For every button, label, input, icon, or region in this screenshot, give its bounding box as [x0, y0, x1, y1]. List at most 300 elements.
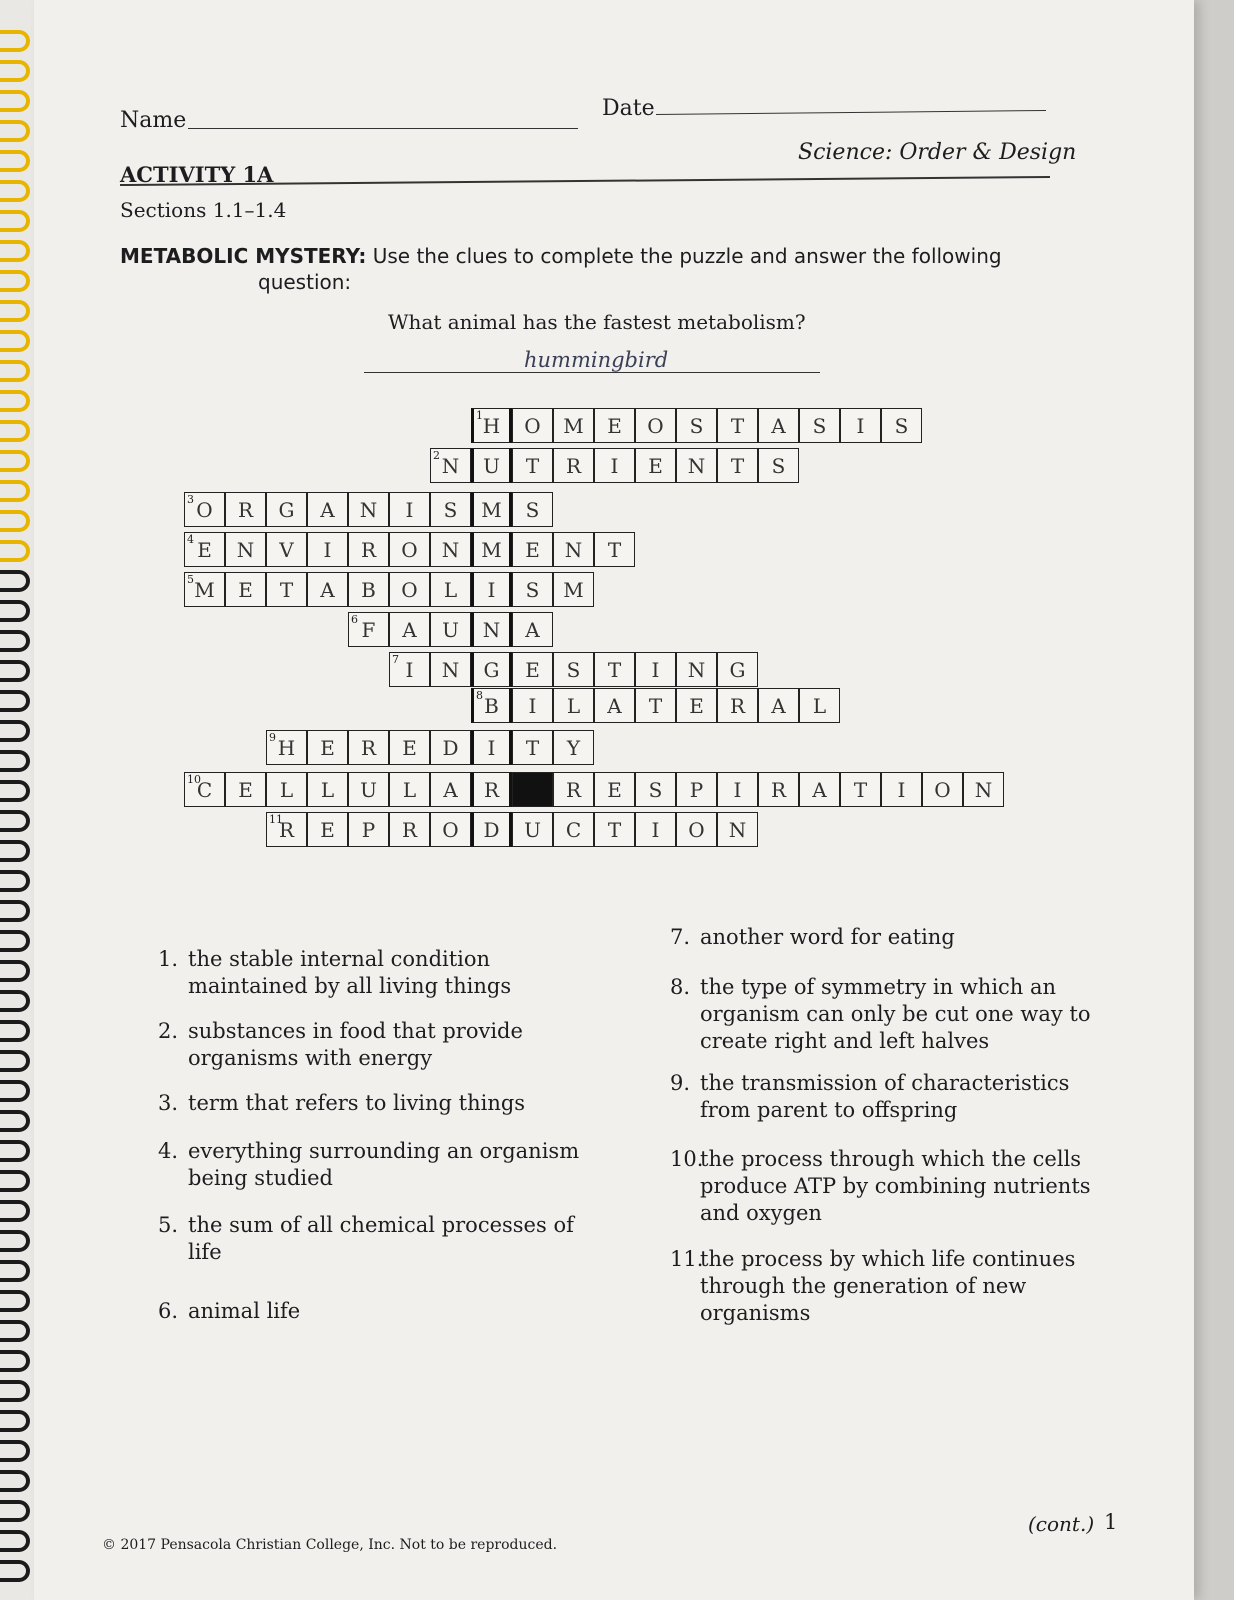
crossword-cell[interactable] [184, 772, 225, 807]
clue-number: 3 [187, 493, 194, 506]
cell-letter: E [607, 413, 622, 438]
cell-letter: T [525, 453, 540, 478]
crossword-cell[interactable] [512, 812, 553, 847]
binding-coil [0, 780, 30, 802]
cell-letter: E [320, 817, 335, 842]
cell-letter: A [607, 693, 622, 718]
cell-letter: N [482, 617, 501, 642]
crossword-cell[interactable] [430, 652, 471, 687]
cell-letter: T [607, 657, 622, 682]
crossword-cell[interactable] [389, 612, 430, 647]
crossword-cell[interactable] [225, 772, 266, 807]
crossword-cell[interactable] [635, 772, 676, 807]
clue-number: 8 [476, 689, 483, 702]
cell-letter: I [323, 537, 332, 562]
binding-coil [0, 990, 30, 1012]
cont-label: (cont.) [1028, 1512, 1095, 1536]
cell-letter: D [483, 817, 500, 842]
binding-coil [0, 600, 30, 622]
binding-coil [0, 1260, 30, 1282]
cell-letter: U [524, 817, 541, 842]
cell-letter: R [360, 537, 377, 562]
binding-coil [0, 720, 30, 742]
binding-coil [0, 1350, 30, 1372]
crossword-cell[interactable] [717, 652, 758, 687]
crossword-cell[interactable] [717, 812, 758, 847]
crossword-cell[interactable] [389, 772, 430, 807]
binding-coil [0, 1050, 30, 1072]
binding-coil [0, 630, 30, 652]
binding-coil [0, 120, 30, 142]
cell-letter: A [771, 693, 786, 718]
crossword-cell[interactable] [184, 532, 225, 567]
binding-coil [0, 300, 30, 322]
binding-coil [0, 1110, 30, 1132]
cell-letter: U [360, 777, 377, 802]
crossword-cell[interactable] [553, 532, 594, 567]
cell-letter: T [730, 413, 745, 438]
crossword-cell[interactable] [184, 492, 225, 527]
crossword-cell[interactable] [430, 492, 471, 527]
crossword-cell[interactable] [553, 688, 594, 723]
clue-item-number: 1. [158, 947, 179, 971]
crossword-cell[interactable] [512, 730, 553, 765]
crossword-cell[interactable] [430, 612, 471, 647]
cell-letter: B [361, 577, 376, 602]
binding-coil [0, 480, 30, 502]
crossword-cell[interactable] [512, 652, 553, 687]
crossword-cell[interactable] [471, 492, 512, 527]
cell-letter: T [279, 577, 294, 602]
binding-coil [0, 210, 30, 232]
crossword-cell[interactable] [717, 448, 758, 483]
crossword-cell[interactable] [758, 688, 799, 723]
crossword-cell[interactable] [225, 532, 266, 567]
clue-item-text: from parent to offspring [700, 1098, 958, 1122]
clue-item-text: organisms [700, 1301, 811, 1325]
crossword-cell[interactable] [553, 572, 594, 607]
crossword-cell[interactable] [553, 772, 594, 807]
crossword-cell[interactable] [676, 652, 717, 687]
clue-item-text: through the generation of new [700, 1274, 1027, 1298]
cell-letter: T [730, 453, 745, 478]
cell-letter: B [484, 693, 499, 718]
date-label: Date [602, 96, 655, 121]
crossword-cell[interactable] [635, 652, 676, 687]
crossword-cell[interactable] [389, 572, 430, 607]
crossword-cell[interactable] [799, 408, 840, 443]
crossword-cell[interactable] [635, 408, 676, 443]
cell-letter: E [402, 735, 417, 760]
binding-coil [0, 1170, 30, 1192]
cell-letter: C [565, 817, 582, 842]
cell-letter: I [405, 657, 414, 682]
cell-letter: S [525, 577, 540, 602]
crossword-cell[interactable] [307, 772, 348, 807]
binding-coil [0, 240, 30, 262]
cell-letter: I [733, 777, 742, 802]
cell-letter: R [401, 817, 418, 842]
cell-letter: R [483, 777, 500, 802]
clue-item-text: produce ATP by combining nutrients [700, 1174, 1091, 1198]
binding-coil [0, 90, 30, 112]
cell-letter: R [360, 735, 377, 760]
binding-coil [0, 270, 30, 292]
instructions-title: METABOLIC MYSTERY: [120, 244, 367, 268]
clue-number: 9 [269, 731, 276, 744]
crossword-cell[interactable] [799, 688, 840, 723]
crossword-cell[interactable] [676, 408, 717, 443]
cell-letter: O [524, 413, 541, 438]
crossword-cell[interactable] [348, 572, 389, 607]
cell-letter: L [279, 777, 294, 802]
crossword-cell[interactable] [676, 688, 717, 723]
crossword-cell[interactable] [471, 532, 512, 567]
clue-item-number: 5. [158, 1213, 179, 1237]
cell-letter: N [687, 453, 706, 478]
cell-letter: O [196, 497, 213, 522]
crossword-cell[interactable] [430, 532, 471, 567]
cell-letter: E [525, 657, 540, 682]
clue-item-text: everything surrounding an organism [188, 1139, 580, 1163]
cell-letter: S [812, 413, 827, 438]
cell-letter: N [441, 537, 460, 562]
crossword-cell[interactable] [348, 772, 389, 807]
name-label: Name [120, 108, 187, 133]
crossword-cell[interactable] [471, 730, 512, 765]
binding-coil [0, 930, 30, 952]
clue-number: 7 [392, 653, 399, 666]
binding-coil [0, 1140, 30, 1162]
cell-letter: G [729, 657, 746, 682]
clue-item-text: the sum of all chemical processes of [188, 1213, 574, 1237]
clue-item-text: the process through which the cells [700, 1147, 1082, 1171]
cell-letter: S [525, 497, 540, 522]
sections-label: Sections 1.1–1.4 [120, 198, 287, 222]
crossword-cell[interactable] [717, 772, 758, 807]
worksheet-page [34, 0, 1194, 1600]
clue-item-text: another word for eating [700, 925, 955, 949]
cell-letter: O [442, 817, 459, 842]
cell-letter: V [279, 537, 294, 562]
crossword-cell[interactable] [840, 772, 881, 807]
cell-letter: R [770, 777, 787, 802]
cell-letter: A [402, 617, 417, 642]
crossword-cell[interactable] [471, 448, 512, 483]
binding-coil [0, 420, 30, 442]
crossword-cell[interactable] [348, 492, 389, 527]
crossword-cell[interactable] [307, 492, 348, 527]
spiral-binding [0, 0, 34, 1600]
cell-letter: A [320, 577, 335, 602]
binding-coil [0, 1440, 30, 1462]
cell-letter: S [648, 777, 663, 802]
cell-letter: A [443, 777, 458, 802]
crossword-cell[interactable] [389, 730, 430, 765]
activity-label: ACTIVITY 1A [120, 162, 274, 187]
crossword-cell[interactable] [512, 612, 553, 647]
binding-coil [0, 1530, 30, 1552]
crossword-cell[interactable] [553, 812, 594, 847]
binding-coil [0, 150, 30, 172]
crossword-cell[interactable] [430, 448, 471, 483]
binding-coil [0, 1560, 30, 1582]
cell-letter: N [236, 537, 255, 562]
cell-letter: N [687, 657, 706, 682]
crossword-cell[interactable] [758, 408, 799, 443]
clue-item-text: the process by which life continues [700, 1247, 1076, 1271]
crossword-cell[interactable] [553, 408, 594, 443]
cell-letter: R [278, 817, 295, 842]
crossword-cell[interactable] [471, 688, 512, 723]
clue-item-text: the transmission of characteristics [700, 1071, 1070, 1095]
binding-coil [0, 840, 30, 862]
crossword-cell[interactable] [881, 408, 922, 443]
cell-letter: O [688, 817, 705, 842]
cell-letter: L [566, 693, 581, 718]
cell-letter: E [689, 693, 704, 718]
cell-letter: I [651, 657, 660, 682]
clue-item-text: substances in food that provide [188, 1019, 523, 1043]
crossword-cell[interactable] [266, 812, 307, 847]
instructions [120, 244, 1002, 268]
cell-letter: M [563, 413, 584, 438]
binding-coil [0, 1290, 30, 1312]
cell-letter: R [729, 693, 746, 718]
binding-coil [0, 810, 30, 832]
instructions-text-cont: question: [258, 270, 352, 294]
crossword-cell[interactable] [512, 448, 553, 483]
crossword-cell[interactable] [922, 772, 963, 807]
cell-letter: I [487, 577, 496, 602]
crossword-cell[interactable] [389, 652, 430, 687]
crossword-cell[interactable] [635, 812, 676, 847]
binding-coil [0, 1020, 30, 1042]
clue-item-number: 3. [158, 1091, 179, 1115]
crossword-cell[interactable] [471, 772, 512, 807]
crossword-cell[interactable] [430, 772, 471, 807]
binding-coil [0, 180, 30, 202]
binding-coil [0, 1230, 30, 1252]
crossword-cell[interactable] [348, 612, 389, 647]
crossword-cell[interactable] [430, 730, 471, 765]
clue-item-text: term that refers to living things [188, 1091, 526, 1115]
crossword-cell[interactable] [389, 492, 430, 527]
clue-number: 4 [187, 533, 194, 546]
crossword-cell[interactable] [594, 408, 635, 443]
crossword-cell[interactable] [717, 408, 758, 443]
cell-letter: A [771, 413, 786, 438]
crossword-cell[interactable] [307, 812, 348, 847]
binding-coil [0, 870, 30, 892]
clue-item-text: maintained by all living things [188, 974, 512, 998]
clue-item-text: and oxygen [700, 1201, 822, 1225]
crossword-cell[interactable] [799, 772, 840, 807]
binding-coil [0, 510, 30, 532]
clue-item-number: 6. [158, 1299, 179, 1323]
name-line [188, 128, 578, 129]
binding-coil [0, 1380, 30, 1402]
crossword-cell[interactable] [266, 492, 307, 527]
copyright: © 2017 Pensacola Christian College, Inc. Not to be reproduced. [102, 1537, 558, 1553]
binding-coil [0, 60, 30, 82]
binding-coil [0, 330, 30, 352]
cell-letter: R [565, 453, 582, 478]
crossword-cell[interactable] [307, 572, 348, 607]
cell-letter: M [481, 497, 502, 522]
crossword-cell[interactable] [389, 812, 430, 847]
crossword-cell[interactable] [389, 532, 430, 567]
cell-letter: E [607, 777, 622, 802]
crossword-cell[interactable] [471, 572, 512, 607]
cell-letter: I [856, 413, 865, 438]
crossword-cell[interactable] [963, 772, 1004, 807]
cell-letter: I [610, 453, 619, 478]
cell-letter: T [607, 817, 622, 842]
cell-letter: E [648, 453, 663, 478]
crossword-cell[interactable] [553, 448, 594, 483]
crossword-cell[interactable] [881, 772, 922, 807]
binding-coil [0, 1470, 30, 1492]
cell-letter: I [528, 693, 537, 718]
clue-item-number: 8. [670, 975, 691, 999]
clue-number: 11 [269, 813, 283, 826]
crossword-cell[interactable] [266, 730, 307, 765]
cell-letter: S [689, 413, 704, 438]
clue-item-number: 10. [670, 1147, 704, 1171]
cell-letter: H [482, 413, 501, 438]
crossword-cell[interactable] [758, 772, 799, 807]
crossword-cell[interactable] [717, 688, 758, 723]
binding-coil [0, 570, 30, 592]
course-title: Science: Order & Design [798, 140, 1077, 165]
cell-letter: M [563, 577, 584, 602]
cell-letter: N [974, 777, 993, 802]
cell-letter: D [442, 735, 459, 760]
crossword-cell[interactable] [635, 688, 676, 723]
cell-letter: L [812, 693, 827, 718]
date-line [656, 110, 1046, 115]
crossword-cell[interactable] [676, 812, 717, 847]
question: What animal has the fastest metabolism? [388, 310, 806, 334]
cell-letter: R [237, 497, 254, 522]
clue-item-number: 4. [158, 1139, 179, 1163]
clue-item-text: life [188, 1240, 222, 1264]
crossword-cell[interactable] [225, 572, 266, 607]
binding-coil [0, 360, 30, 382]
clue-item-text: create right and left halves [700, 1029, 990, 1053]
crossword-cell[interactable] [594, 532, 635, 567]
binding-coil [0, 1320, 30, 1342]
cell-letter: G [483, 657, 500, 682]
binding-coil [0, 450, 30, 472]
crossword-cell[interactable] [266, 572, 307, 607]
crossword-cell[interactable] [594, 652, 635, 687]
crossword-cell[interactable] [676, 448, 717, 483]
cell-letter: R [565, 777, 582, 802]
crossword-cell[interactable] [594, 688, 635, 723]
crossword-cell[interactable] [512, 572, 553, 607]
crossword-cell[interactable] [840, 408, 881, 443]
crossword-cell[interactable] [225, 492, 266, 527]
binding-coil [0, 1410, 30, 1432]
crossword-cell[interactable] [758, 448, 799, 483]
clue-number: 6 [351, 613, 358, 626]
crossword-cell[interactable] [594, 812, 635, 847]
cell-letter: N [564, 537, 583, 562]
page-number: 1 [1104, 1510, 1118, 1534]
cell-letter: U [442, 617, 459, 642]
crossword-cell[interactable] [512, 408, 553, 443]
crossword-cell[interactable] [635, 448, 676, 483]
crossword-cell[interactable] [594, 772, 635, 807]
crossword-cell[interactable] [471, 612, 512, 647]
binding-coil [0, 1080, 30, 1102]
binding-coil [0, 900, 30, 922]
cell-letter: T [853, 777, 868, 802]
cell-letter: Y [566, 735, 581, 760]
binding-coil [0, 1200, 30, 1222]
crossword-cell[interactable] [307, 730, 348, 765]
binding-coil [0, 750, 30, 772]
cell-letter: N [441, 453, 460, 478]
crossword-cell[interactable] [348, 532, 389, 567]
binding-coil [0, 390, 30, 412]
crossword-cell[interactable] [471, 812, 512, 847]
crossword-cell[interactable] [266, 532, 307, 567]
crossword-cell[interactable] [348, 730, 389, 765]
cell-letter: O [647, 413, 664, 438]
clue-item-text: the type of symmetry in which an [700, 975, 1057, 999]
cell-letter: I [487, 735, 496, 760]
crossword-cell[interactable] [184, 572, 225, 607]
crossword-cell[interactable] [430, 812, 471, 847]
crossword-cell[interactable] [471, 652, 512, 687]
crossword-cell[interactable] [512, 688, 553, 723]
cell-letter: A [320, 497, 335, 522]
clue-item-text: organisms with energy [188, 1046, 433, 1070]
crossword-cell[interactable] [594, 448, 635, 483]
clue-item-number: 11. [670, 1247, 704, 1271]
cell-letter: O [401, 577, 418, 602]
crossword-black-cell[interactable] [512, 772, 553, 807]
crossword-cell[interactable] [471, 408, 512, 443]
cell-letter: A [525, 617, 540, 642]
crossword-cell[interactable] [348, 812, 389, 847]
cell-letter: E [238, 577, 253, 602]
cell-letter: N [359, 497, 378, 522]
clue-item-number: 9. [670, 1071, 691, 1095]
crossword-cell[interactable] [512, 532, 553, 567]
cell-letter: P [361, 817, 376, 842]
answer-line [364, 372, 820, 373]
cell-letter: C [196, 777, 213, 802]
cell-letter: M [194, 577, 215, 602]
binding-coil [0, 540, 30, 562]
crossword-cell[interactable] [430, 572, 471, 607]
answer-text: hummingbird [524, 348, 669, 372]
crossword-cell[interactable] [553, 730, 594, 765]
crossword-cell[interactable] [307, 532, 348, 567]
cell-letter: M [481, 537, 502, 562]
cell-letter: I [405, 497, 414, 522]
crossword-cell[interactable] [512, 492, 553, 527]
crossword-cell[interactable] [553, 652, 594, 687]
crossword-cell[interactable] [266, 772, 307, 807]
clue-number: 5 [187, 573, 194, 586]
crossword-cell[interactable] [676, 772, 717, 807]
cell-letter: E [525, 537, 540, 562]
